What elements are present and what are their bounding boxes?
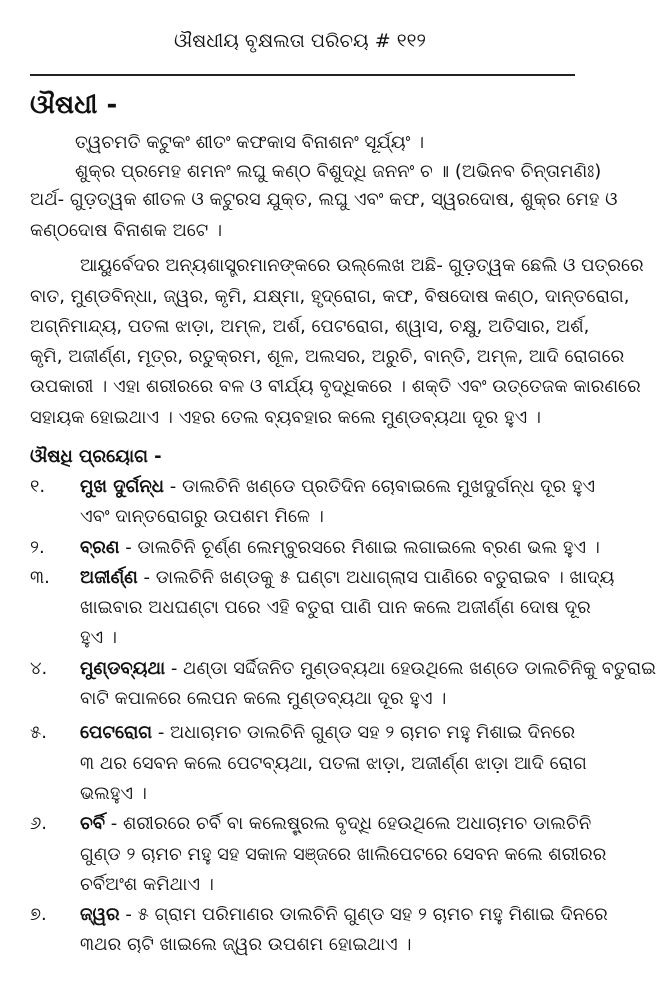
usage-item-line: [80, 536, 600, 560]
usage-item-line: ୩ଥର ଚାଟି ଖାଇଲେ ଜ୍ୱର ଉପଶମ ହୋଇଥାଏ ।: [80, 934, 412, 955]
usage-item-line: ବାଟି କପାଳରେ ଲେପନ କଲେ ମୁଣ୍ଡବ୍ୟଥା ଦୂର ହୁଏ ।: [80, 688, 447, 709]
paragraph-line: ଅଗ୍ନିମାନ୍ଦ୍ୟ, ପତଳା ଝାଡ଼ା, ଅମ୍ଳ, ଅର୍ଶ, ପେଟରୋଗ, ଶ୍ୱାସ, ଚକ୍ଷୁ, ଅତିସାର, ଅର୍ଶ,: [30, 316, 590, 337]
usage-item-line: ଭଲହୁଏ ।: [80, 783, 147, 804]
item-term: ମୁଣ୍ଡବ୍ୟଥା: [80, 658, 166, 679]
item-term: ମୁଖ ଦୁର୍ଗନ୍ଧ: [80, 476, 164, 497]
verse-line: ଶୁକ୍ର ପ୍ରମେହ ଶମନଂ ଲଘୁ କଣ୍ଠ ବିଶୁଦ୍ଧି ଜନନଂ ଚ ॥ (ଅଭିନବ ଚିନ୍ତାମଣିଃ): [75, 161, 602, 182]
usage-item-line: ଗୁଣ୍ଡ ୨ ଚାମଚ ମହୁ ସହ ସକାଳ ସଞ୍ଜରେ ଖାଲିପେଟରେ ସେବନ କଲେ ଶରୀରର: [80, 844, 607, 865]
item-text: - ଅଧାଚାମଚ ଡାଲଚିନି ଗୁଣ୍ଡ ସହ ୨ ଚାମଚ ମହୁ ମିଶାଇ ଦିନରେ: [152, 722, 576, 743]
usage-item-line: [80, 566, 615, 590]
paragraph-line: କୃମି, ଅଜୀର୍ଣ୍ଣ, ମୂତ୍ର, ରତୁକ୍ରମ, ଶୂଳ, ଅଲସର, ଅରୁଚି, ବାନ୍ତି, ଅମ୍ଳ, ଆଦି ରୋଗରେ: [30, 346, 625, 367]
item-text: - ଡାଲଚିନି ଖଣ୍ଡକୁ ୫ ଘଣ୍ଟା ଅଧାଗ୍ଲାସ ପାଣିରେ ବତୁରାଇବ । ଖାଦ୍ୟ: [137, 567, 615, 588]
usage-item-line: [80, 812, 592, 836]
item-term: ଅଜୀର୍ଣ୍ଣ: [80, 567, 138, 588]
item-text: - ଶରୀରରେ ଚର୍ବି ବା କଲେଷ୍ଟ୍ରଲ ବୃଦ୍ଧି ହେଉଥିଲେ ଅଧାଚାମଚ ଡାଲଚିନି: [105, 813, 592, 834]
verse-line: ତ୍ୱଚମତି କଟୁକଂ ଶୀତଂ କଫକାସ ବିନାଶନଂ ସୂର୍ଯ୍ୟଂ ।: [75, 132, 425, 153]
paragraph-line: ଆୟୁର୍ବେଦର ଅନ୍ୟଶାସ୍ତ୍ରମାନଙ୍କରେ ଉଲ୍ଲେଖ ଅଛି- ଗୁଡ଼ତ୍ୱକ ଛେଲି ଓ ପତ୍ରରେ: [80, 255, 644, 276]
usage-item-line: [80, 721, 575, 745]
usage-heading: ଔଷଧି ପ୍ରୟୋଗ -: [30, 446, 162, 467]
usage-item-line: ୩ ଥର ସେବନ କଲେ ପେଟବ୍ୟଥା, ପତଳା ଝାଡ଼ା, ଅଜୀର୍ଣ୍ଣ ଝାଡ଼ା ଆଦି ରୋଗ: [80, 753, 587, 774]
usage-item-line: ଚର୍ବିଅଂଶ କମିଥାଏ ।: [80, 874, 214, 895]
item-term: ପେଟରୋଗ: [80, 722, 153, 743]
usage-item-line: [80, 657, 656, 681]
meaning-line: କଣ୍ଠଦୋଷ ବିନାଶକ ଅଟେ ।: [30, 220, 223, 241]
running-header: ଔଷଧୀୟ ବୃକ୍ଷଲତା ପରିଚୟ # ୧୧୨: [173, 30, 426, 52]
usage-item-line: [80, 475, 596, 499]
item-text: - ଡାଲଚିନି ଚୂର୍ଣ୍ଣ ଲେମ୍ବୁରସରେ ମିଶାଇ ଲଗାଇଲେ ବ୍ରଣ ଭଲ ହୁଏ ।: [119, 537, 600, 558]
usage-item-line: [80, 903, 608, 927]
paragraph-line: ଉପକାରୀ । ଏହା ଶରୀରରେ ବଳ ଓ ବୀର୍ଯ୍ୟ ବୃଦ୍ଧିକରେ । ଶକ୍ତି ଏବଂ ଉତ୍ତେଜକ କାରଣରେ: [30, 376, 641, 397]
item-number: ୨.: [30, 537, 45, 558]
usage-item-line: ହୁଏ ।: [80, 627, 117, 648]
item-number: ୬.: [30, 813, 48, 834]
usage-item-line: ଏବଂ ଦାନ୍ତରୋଗରୁ ଉପଶମ ମିଳେ ।: [80, 506, 324, 527]
item-text: - ଥଣ୍ଡା ସର୍ଦ୍ଦିଜନିତ ମୁଣ୍ଡବ୍ୟଥା ହେଉଥିଲେ ଖଣ୍ଡେ ଡାଲଚିନିକୁ ବତୁରାଇ: [165, 658, 656, 679]
meaning-line: ଅର୍ଥ- ଗୁଡ଼ତ୍ୱକ ଶୀତଳ ଓ କଟୁରସ ଯୁକ୍ତ, ଲଘୁ ଏବଂ କଫ, ସ୍ୱରଦୋଷ, ଶୁକ୍ର ମେହ ଓ: [30, 189, 618, 210]
item-number: ୩.: [30, 567, 50, 588]
paragraph-line: ସହାୟକ ହୋଇଥାଏ । ଏହର ତେଲ ବ୍ୟବହାର କଲେ ମୁଣ୍ଡବ୍ୟଥା ଦୂର ହୁଏ ।: [30, 407, 541, 428]
item-text: - ଡାଲଚିନି ଖଣ୍ଡେ ପ୍ରତିଦିନ ଚୋବାଇଲେ ମୁଖଦୁର୍ଗନ୍ଧ ଦୂର ହୁଏ: [164, 476, 596, 497]
item-number: ୫.: [30, 722, 47, 743]
item-number: ୭.: [30, 904, 47, 925]
section-heading: ଔଷଧୀ -: [30, 90, 118, 120]
item-number: ୪.: [30, 658, 48, 679]
usage-item-line: ଖାଇବାର ଅଧଘଣ୍ଟା ପରେ ଏହି ବତୁରା ପାଣି ପାନ କଲେ ଅଜୀର୍ଣ୍ଣ ଦୋଷ ଦୂର: [80, 597, 591, 618]
item-term: ଜ୍ୱର: [80, 904, 120, 925]
item-term: ଚର୍ବି: [80, 813, 106, 834]
paragraph-line: ବାତ, ମୁଣ୍ଡବିନ୍ଧା, ଜ୍ୱର, କୃମି, ଯକ୍ଷ୍ମା, ହୃଦ୍‌ରୋଗ, କଫ, ବିଷଦୋଷ କଣ୍ଠ, ଦାନ୍ତରୋଗ,: [30, 286, 630, 307]
item-text: - ୫ ଗ୍ରାମ ପରିମାଣର ଡାଲଚିନି ଗୁଣ୍ଡ ସହ ୨ ଚାମଚ ମହୁ ମିଶାଇ ଦିନରେ: [119, 904, 608, 925]
header-rule: [30, 74, 575, 76]
item-number: ୧.: [30, 476, 46, 497]
item-term: ବ୍ରଣ: [80, 537, 120, 558]
